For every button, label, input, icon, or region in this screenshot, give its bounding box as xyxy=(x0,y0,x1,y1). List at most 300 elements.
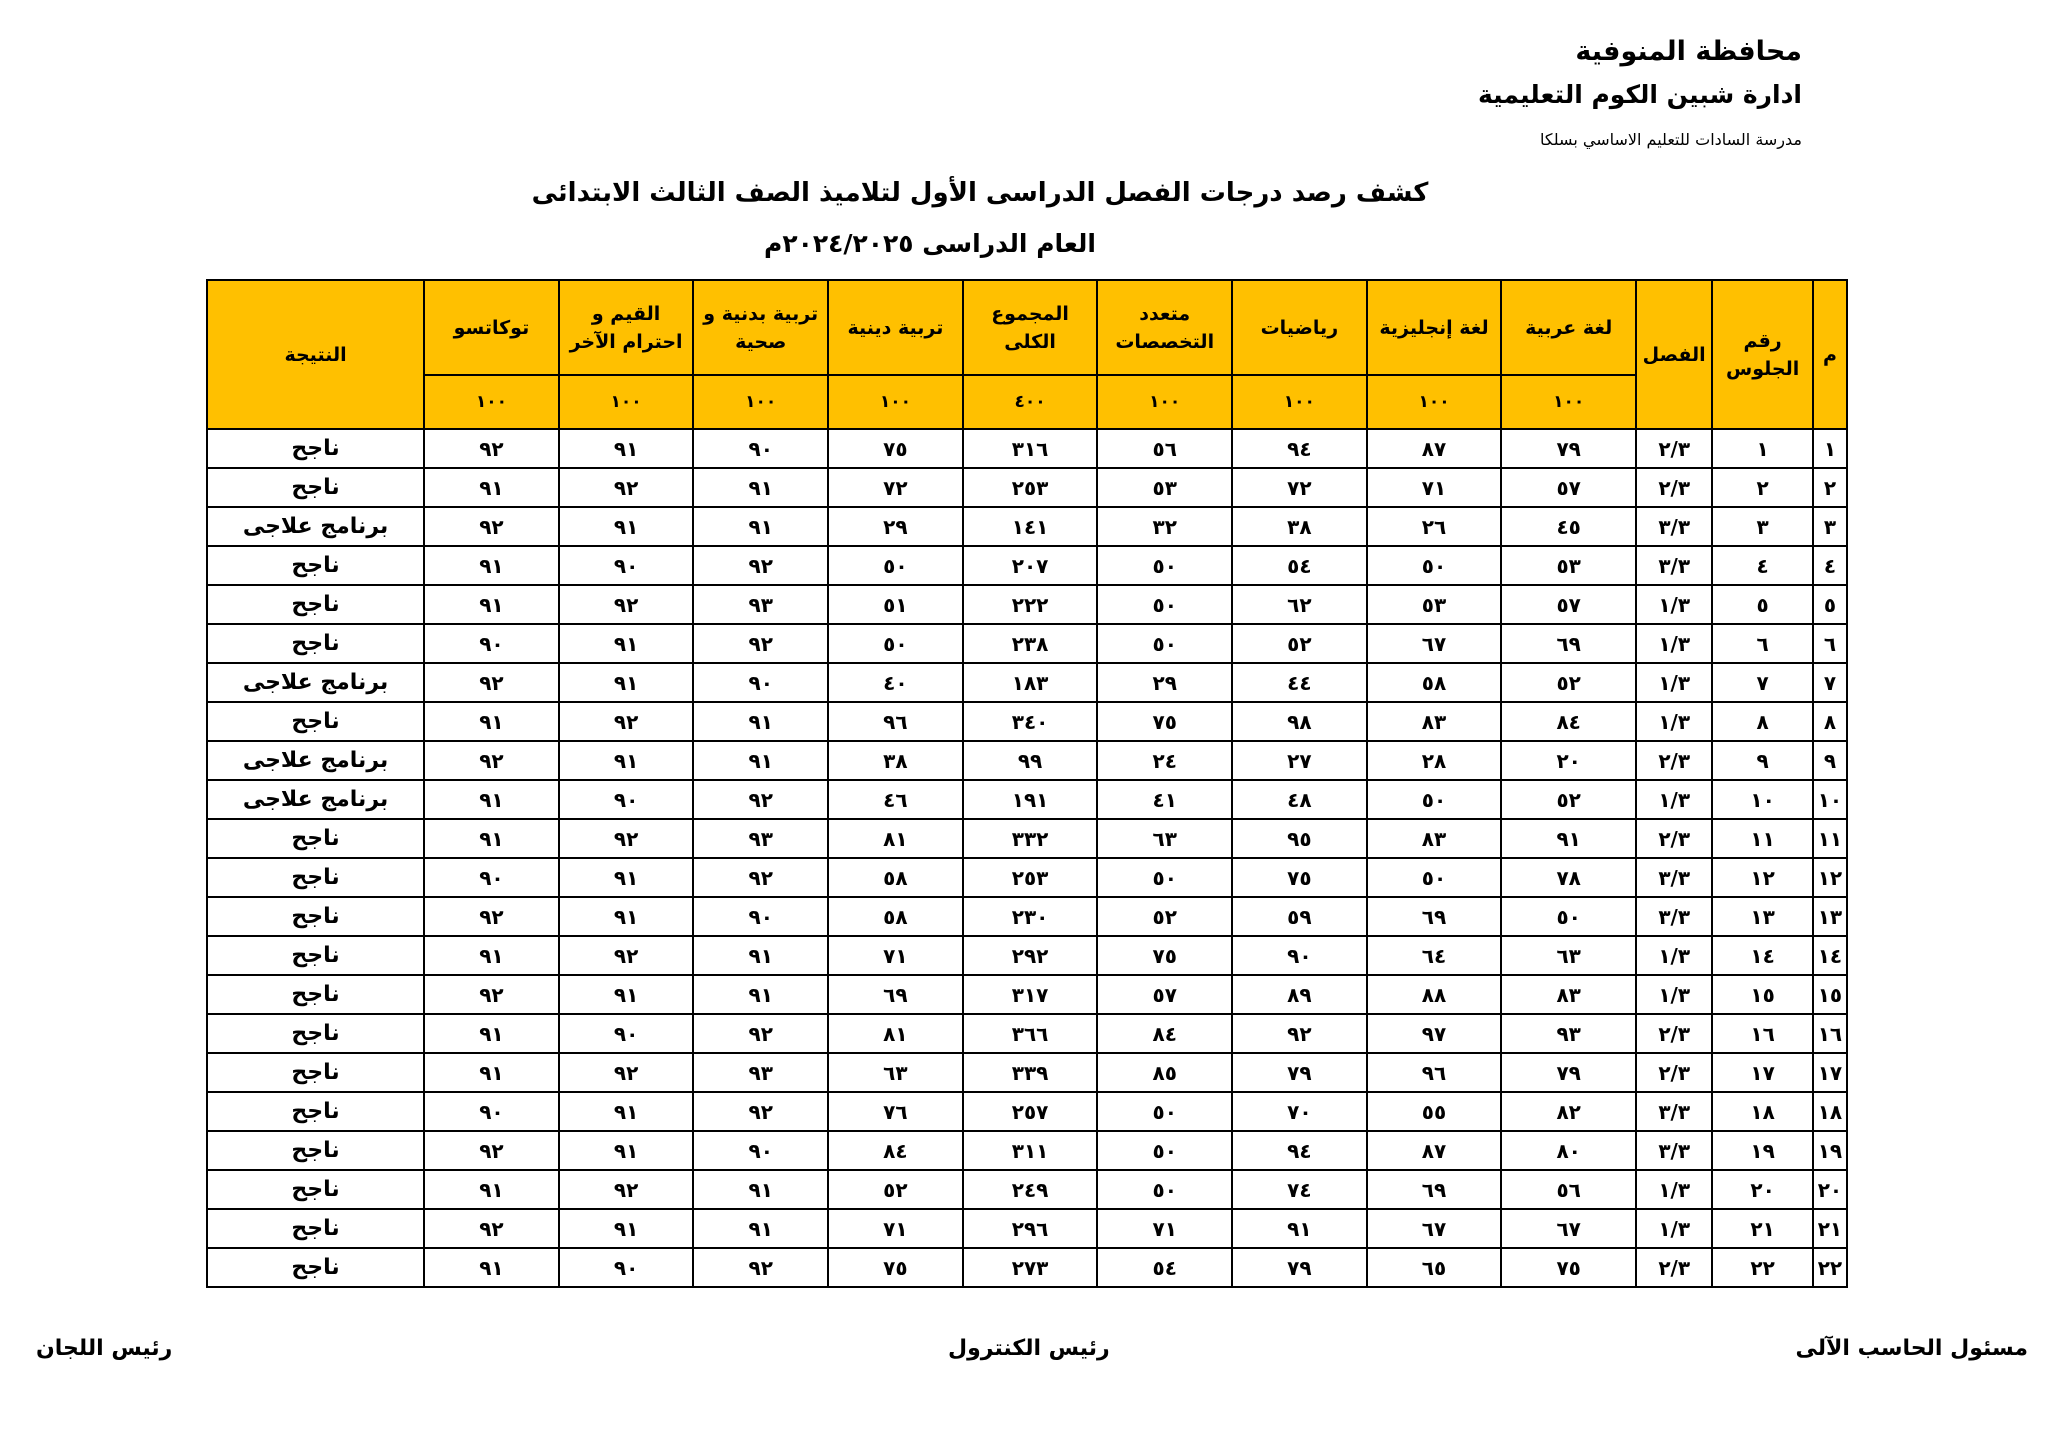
table-row xyxy=(207,702,1847,741)
cell-values: ٩١ xyxy=(559,1131,694,1170)
cell-toka: ٩١ xyxy=(424,1170,559,1209)
cell-index: ٢ xyxy=(1813,468,1847,507)
cell-pe: ٩٣ xyxy=(693,585,828,624)
cell-arabic: ٧٨ xyxy=(1501,858,1636,897)
cell-math: ٨٩ xyxy=(1232,975,1367,1014)
cell-math: ٩٤ xyxy=(1232,1131,1367,1170)
cell-arabic: ٤٥ xyxy=(1501,507,1636,546)
academic-year: العام الدراسى ٢٠٢٤/٢٠٢٥م xyxy=(764,229,1096,258)
cell-multi: ٥٠ xyxy=(1097,1131,1232,1170)
cell-pe: ٩٣ xyxy=(693,819,828,858)
cell-class: ١/٣ xyxy=(1636,936,1712,975)
cell-index: ٢٢ xyxy=(1813,1248,1847,1287)
cell-result: ناجح xyxy=(207,468,424,507)
cell-values: ٩١ xyxy=(559,429,694,468)
cell-english: ٦٩ xyxy=(1367,1170,1502,1209)
col-seat-header: رقم الجلوس xyxy=(1712,280,1812,429)
cell-class: ٢/٣ xyxy=(1636,429,1712,468)
cell-class: ٢/٣ xyxy=(1636,1014,1712,1053)
max-english: ١٠٠ xyxy=(1367,375,1502,429)
cell-math: ٩١ xyxy=(1232,1209,1367,1248)
table-row xyxy=(207,1092,1847,1131)
cell-arabic: ٩١ xyxy=(1501,819,1636,858)
cell-pe: ٩٠ xyxy=(693,1131,828,1170)
cell-religion: ٥٨ xyxy=(828,858,963,897)
col-result-header: النتيجة xyxy=(207,280,424,429)
col-religion-header: تربية دينية xyxy=(828,280,963,375)
cell-total: ٢٥٧ xyxy=(963,1092,1098,1131)
cell-religion: ٦٩ xyxy=(828,975,963,1014)
cell-english: ٦٤ xyxy=(1367,936,1502,975)
cell-result: ناجح xyxy=(207,1014,424,1053)
cell-class: ٢/٣ xyxy=(1636,741,1712,780)
cell-english: ٨٨ xyxy=(1367,975,1502,1014)
cell-arabic: ٧٩ xyxy=(1501,1053,1636,1092)
cell-pe: ٩٢ xyxy=(693,546,828,585)
table-row xyxy=(207,468,1847,507)
cell-total: ٢٩٦ xyxy=(963,1209,1098,1248)
cell-pe: ٩١ xyxy=(693,1170,828,1209)
col-math-header: رياضيات xyxy=(1232,280,1367,375)
cell-arabic: ٦٧ xyxy=(1501,1209,1636,1248)
cell-seat: ١٣ xyxy=(1712,897,1812,936)
cell-english: ٨٧ xyxy=(1367,429,1502,468)
cell-seat: ١٨ xyxy=(1712,1092,1812,1131)
cell-result: ناجح xyxy=(207,1131,424,1170)
table-row xyxy=(207,1170,1847,1209)
cell-toka: ٩١ xyxy=(424,702,559,741)
cell-index: ١٩ xyxy=(1813,1131,1847,1170)
cell-toka: ٩٢ xyxy=(424,975,559,1014)
cell-pe: ٩١ xyxy=(693,975,828,1014)
cell-total: ٣١٦ xyxy=(963,429,1098,468)
cell-toka: ٩٢ xyxy=(424,741,559,780)
col-english-header: لغة إنجليزية xyxy=(1367,280,1502,375)
cell-math: ٧٢ xyxy=(1232,468,1367,507)
cell-pe: ٩٢ xyxy=(693,624,828,663)
table-row xyxy=(207,1209,1847,1248)
cell-math: ٦٢ xyxy=(1232,585,1367,624)
table-row xyxy=(207,936,1847,975)
col-total-header: المجموع الكلى xyxy=(963,280,1098,375)
col-multi-header: متعدد التخصصات xyxy=(1097,280,1232,375)
cell-seat: ٥ xyxy=(1712,585,1812,624)
cell-total: ٣٦٦ xyxy=(963,1014,1098,1053)
cell-multi: ٨٥ xyxy=(1097,1053,1232,1092)
cell-result: ناجح xyxy=(207,1170,424,1209)
cell-class: ٣/٣ xyxy=(1636,1092,1712,1131)
table-row xyxy=(207,1053,1847,1092)
cell-english: ٥٨ xyxy=(1367,663,1502,702)
table-row xyxy=(207,819,1847,858)
cell-religion: ٥١ xyxy=(828,585,963,624)
cell-total: ٢٤٩ xyxy=(963,1170,1098,1209)
cell-index: ٣ xyxy=(1813,507,1847,546)
cell-english: ٦٥ xyxy=(1367,1248,1502,1287)
cell-arabic: ٨٤ xyxy=(1501,702,1636,741)
cell-multi: ٥٠ xyxy=(1097,1170,1232,1209)
cell-total: ١٤١ xyxy=(963,507,1098,546)
cell-total: ٢٠٧ xyxy=(963,546,1098,585)
cell-multi: ٣٢ xyxy=(1097,507,1232,546)
col-class-header: الفصل xyxy=(1636,280,1712,429)
cell-total: ٢٢٢ xyxy=(963,585,1098,624)
cell-toka: ٩١ xyxy=(424,819,559,858)
max-total: ٤٠٠ xyxy=(963,375,1098,429)
cell-arabic: ٦٩ xyxy=(1501,624,1636,663)
cell-math: ٧٩ xyxy=(1232,1053,1367,1092)
cell-seat: ٧ xyxy=(1712,663,1812,702)
cell-result: ناجح xyxy=(207,897,424,936)
cell-math: ٧٤ xyxy=(1232,1170,1367,1209)
cell-values: ٩٠ xyxy=(559,1248,694,1287)
cell-arabic: ٥٦ xyxy=(1501,1170,1636,1209)
cell-toka: ٩١ xyxy=(424,585,559,624)
cell-index: ٢١ xyxy=(1813,1209,1847,1248)
cell-math: ٩٨ xyxy=(1232,702,1367,741)
cell-math: ٧٥ xyxy=(1232,858,1367,897)
cell-values: ٩٠ xyxy=(559,546,694,585)
cell-values: ٩١ xyxy=(559,663,694,702)
cell-english: ٨٧ xyxy=(1367,1131,1502,1170)
cell-class: ٣/٣ xyxy=(1636,546,1712,585)
cell-class: ٣/٣ xyxy=(1636,897,1712,936)
cell-toka: ٩٢ xyxy=(424,1209,559,1248)
cell-class: ١/٣ xyxy=(1636,1170,1712,1209)
cell-total: ٣١١ xyxy=(963,1131,1098,1170)
max-multi: ١٠٠ xyxy=(1097,375,1232,429)
cell-pe: ٩١ xyxy=(693,1209,828,1248)
cell-total: ٣٣٩ xyxy=(963,1053,1098,1092)
col-arabic-header: لغة عربية xyxy=(1501,280,1636,375)
cell-multi: ٥٧ xyxy=(1097,975,1232,1014)
cell-values: ٩٠ xyxy=(559,780,694,819)
cell-religion: ٧١ xyxy=(828,936,963,975)
cell-index: ٩ xyxy=(1813,741,1847,780)
cell-seat: ١٠ xyxy=(1712,780,1812,819)
cell-total: ٣٣٢ xyxy=(963,819,1098,858)
cell-index: ١ xyxy=(1813,429,1847,468)
cell-result: ناجح xyxy=(207,546,424,585)
cell-index: ١٦ xyxy=(1813,1014,1847,1053)
cell-toka: ٩٠ xyxy=(424,858,559,897)
cell-seat: ١٥ xyxy=(1712,975,1812,1014)
cell-index: ١٥ xyxy=(1813,975,1847,1014)
cell-seat: ٤ xyxy=(1712,546,1812,585)
cell-math: ٧٠ xyxy=(1232,1092,1367,1131)
administration-name: ادارة شبين الكوم التعليمية xyxy=(1477,80,1802,109)
cell-english: ٢٨ xyxy=(1367,741,1502,780)
cell-religion: ٩٦ xyxy=(828,702,963,741)
cell-total: ٢٣٠ xyxy=(963,897,1098,936)
cell-index: ٤ xyxy=(1813,546,1847,585)
cell-religion: ٤٠ xyxy=(828,663,963,702)
cell-toka: ٩٢ xyxy=(424,507,559,546)
cell-english: ٦٧ xyxy=(1367,1209,1502,1248)
cell-multi: ٦٣ xyxy=(1097,819,1232,858)
cell-class: ٣/٣ xyxy=(1636,858,1712,897)
cell-index: ٥ xyxy=(1813,585,1847,624)
cell-multi: ٥٢ xyxy=(1097,897,1232,936)
cell-pe: ٩٢ xyxy=(693,1014,828,1053)
cell-class: ٣/٣ xyxy=(1636,507,1712,546)
cell-pe: ٩١ xyxy=(693,702,828,741)
cell-result: ناجح xyxy=(207,1248,424,1287)
cell-index: ١٤ xyxy=(1813,936,1847,975)
cell-toka: ٩٠ xyxy=(424,1092,559,1131)
cell-math: ٩٢ xyxy=(1232,1014,1367,1053)
table-row xyxy=(207,975,1847,1014)
cell-religion: ٦٣ xyxy=(828,1053,963,1092)
cell-values: ٩١ xyxy=(559,975,694,1014)
cell-math: ٩٥ xyxy=(1232,819,1367,858)
cell-multi: ٨٤ xyxy=(1097,1014,1232,1053)
cell-seat: ١٦ xyxy=(1712,1014,1812,1053)
cell-multi: ٥٠ xyxy=(1097,585,1232,624)
table-row xyxy=(207,741,1847,780)
cell-seat: ٣ xyxy=(1712,507,1812,546)
table-row xyxy=(207,585,1847,624)
cell-values: ٩١ xyxy=(559,897,694,936)
table-row xyxy=(207,1248,1847,1287)
cell-values: ٩٢ xyxy=(559,468,694,507)
report-title: كشف رصد درجات الفصل الدراسى الأول لتلاميذ الصف الثالث الابتدائى xyxy=(531,178,1429,208)
cell-toka: ٩٢ xyxy=(424,663,559,702)
cell-result: ناجح xyxy=(207,624,424,663)
cell-class: ٣/٣ xyxy=(1636,1131,1712,1170)
cell-religion: ٢٩ xyxy=(828,507,963,546)
cell-math: ٥٩ xyxy=(1232,897,1367,936)
cell-values: ٩٢ xyxy=(559,1170,694,1209)
cell-seat: ١٩ xyxy=(1712,1131,1812,1170)
cell-class: ٢/٣ xyxy=(1636,819,1712,858)
cell-seat: ٨ xyxy=(1712,702,1812,741)
cell-religion: ٤٦ xyxy=(828,780,963,819)
cell-english: ٩٦ xyxy=(1367,1053,1502,1092)
cell-seat: ٢٢ xyxy=(1712,1248,1812,1287)
cell-result: ناجح xyxy=(207,585,424,624)
cell-class: ١/٣ xyxy=(1636,702,1712,741)
cell-toka: ٩١ xyxy=(424,468,559,507)
cell-class: ١/٣ xyxy=(1636,1209,1712,1248)
cell-index: ٨ xyxy=(1813,702,1847,741)
cell-values: ٩٢ xyxy=(559,819,694,858)
table-row xyxy=(207,1014,1847,1053)
cell-seat: ١٤ xyxy=(1712,936,1812,975)
header-row xyxy=(207,280,1847,375)
cell-result: ناجح xyxy=(207,936,424,975)
cell-seat: ١١ xyxy=(1712,819,1812,858)
cell-values: ٩٢ xyxy=(559,585,694,624)
cell-religion: ٨١ xyxy=(828,819,963,858)
control-head-signature: رئيس الكنترول xyxy=(948,1336,1110,1361)
cell-total: ٣١٧ xyxy=(963,975,1098,1014)
max-arabic: ١٠٠ xyxy=(1501,375,1636,429)
cell-pe: ٩٢ xyxy=(693,858,828,897)
cell-result: ناجح xyxy=(207,975,424,1014)
cell-pe: ٩٢ xyxy=(693,1092,828,1131)
cell-toka: ٩٠ xyxy=(424,624,559,663)
cell-total: ٣٤٠ xyxy=(963,702,1098,741)
cell-math: ٩٤ xyxy=(1232,429,1367,468)
cell-toka: ٩١ xyxy=(424,1053,559,1092)
computer-officer-signature: مسئول الحاسب الآلى xyxy=(1795,1336,2028,1361)
cell-english: ٨٣ xyxy=(1367,819,1502,858)
cell-class: ٢/٣ xyxy=(1636,468,1712,507)
cell-multi: ٧٥ xyxy=(1097,936,1232,975)
cell-toka: ٩١ xyxy=(424,1248,559,1287)
col-values-header: القيم و احترام الآخر xyxy=(559,280,694,375)
cell-english: ٢٦ xyxy=(1367,507,1502,546)
cell-multi: ٥٦ xyxy=(1097,429,1232,468)
table-row xyxy=(207,858,1847,897)
cell-arabic: ٥٧ xyxy=(1501,468,1636,507)
cell-english: ٥٠ xyxy=(1367,858,1502,897)
cell-multi: ٥٠ xyxy=(1097,1092,1232,1131)
cell-result: ناجح xyxy=(207,858,424,897)
cell-math: ٤٤ xyxy=(1232,663,1367,702)
cell-religion: ٧٢ xyxy=(828,468,963,507)
max-pe: ١٠٠ xyxy=(693,375,828,429)
cell-arabic: ٥٠ xyxy=(1501,897,1636,936)
cell-values: ٩١ xyxy=(559,741,694,780)
cell-result: برنامج علاجى xyxy=(207,663,424,702)
cell-multi: ٢٤ xyxy=(1097,741,1232,780)
max-religion: ١٠٠ xyxy=(828,375,963,429)
cell-english: ٥٥ xyxy=(1367,1092,1502,1131)
cell-pe: ٩١ xyxy=(693,468,828,507)
cell-multi: ٧٥ xyxy=(1097,702,1232,741)
cell-result: برنامج علاجى xyxy=(207,507,424,546)
cell-english: ٨٣ xyxy=(1367,702,1502,741)
cell-pe: ٩١ xyxy=(693,936,828,975)
cell-english: ٧١ xyxy=(1367,468,1502,507)
cell-total: ٢٥٣ xyxy=(963,468,1098,507)
cell-arabic: ٨٠ xyxy=(1501,1131,1636,1170)
table-row xyxy=(207,429,1847,468)
cell-religion: ٣٨ xyxy=(828,741,963,780)
cell-seat: ٦ xyxy=(1712,624,1812,663)
cell-toka: ٩١ xyxy=(424,936,559,975)
cell-multi: ٤١ xyxy=(1097,780,1232,819)
cell-pe: ٩٠ xyxy=(693,663,828,702)
cell-pe: ٩٠ xyxy=(693,429,828,468)
col-index-header: م xyxy=(1813,280,1847,429)
cell-arabic: ٥٧ xyxy=(1501,585,1636,624)
cell-index: ١٠ xyxy=(1813,780,1847,819)
cell-class: ١/٣ xyxy=(1636,585,1712,624)
cell-pe: ٩٢ xyxy=(693,780,828,819)
cell-total: ٢٥٣ xyxy=(963,858,1098,897)
cell-result: ناجح xyxy=(207,429,424,468)
max-values: ١٠٠ xyxy=(559,375,694,429)
cell-religion: ٧١ xyxy=(828,1209,963,1248)
cell-math: ٩٠ xyxy=(1232,936,1367,975)
table-row xyxy=(207,507,1847,546)
cell-values: ٩٢ xyxy=(559,936,694,975)
cell-class: ١/٣ xyxy=(1636,624,1712,663)
cell-multi: ٥٠ xyxy=(1097,624,1232,663)
cell-result: ناجح xyxy=(207,702,424,741)
cell-index: ١٨ xyxy=(1813,1092,1847,1131)
cell-values: ٩٢ xyxy=(559,702,694,741)
cell-total: ٢٣٨ xyxy=(963,624,1098,663)
cell-arabic: ٧٥ xyxy=(1501,1248,1636,1287)
cell-result: برنامج علاجى xyxy=(207,780,424,819)
cell-total: ٩٩ xyxy=(963,741,1098,780)
cell-index: ١٢ xyxy=(1813,858,1847,897)
cell-toka: ٩١ xyxy=(424,780,559,819)
cell-seat: ١٢ xyxy=(1712,858,1812,897)
cell-seat: ١٧ xyxy=(1712,1053,1812,1092)
cell-multi: ٥٣ xyxy=(1097,468,1232,507)
cell-multi: ٥٠ xyxy=(1097,546,1232,585)
cell-arabic: ٢٠ xyxy=(1501,741,1636,780)
cell-multi: ٧١ xyxy=(1097,1209,1232,1248)
cell-seat: ٢ xyxy=(1712,468,1812,507)
cell-toka: ٩١ xyxy=(424,1014,559,1053)
cell-total: ٢٧٣ xyxy=(963,1248,1098,1287)
cell-math: ٥٤ xyxy=(1232,546,1367,585)
table-row xyxy=(207,663,1847,702)
max-toka: ١٠٠ xyxy=(424,375,559,429)
table-row xyxy=(207,780,1847,819)
cell-class: ٢/٣ xyxy=(1636,1053,1712,1092)
cell-index: ٢٠ xyxy=(1813,1170,1847,1209)
cell-toka: ٩٢ xyxy=(424,1131,559,1170)
cell-english: ٥٣ xyxy=(1367,585,1502,624)
cell-values: ٩١ xyxy=(559,1092,694,1131)
cell-multi: ٥٤ xyxy=(1097,1248,1232,1287)
cell-religion: ٧٥ xyxy=(828,429,963,468)
cell-values: ٩١ xyxy=(559,858,694,897)
max-marks-row xyxy=(207,375,1847,429)
cell-math: ٣٨ xyxy=(1232,507,1367,546)
cell-religion: ٧٥ xyxy=(828,1248,963,1287)
cell-arabic: ٨٢ xyxy=(1501,1092,1636,1131)
cell-index: ١٣ xyxy=(1813,897,1847,936)
cell-index: ١١ xyxy=(1813,819,1847,858)
table-row xyxy=(207,624,1847,663)
cell-total: ٢٩٢ xyxy=(963,936,1098,975)
cell-result: ناجح xyxy=(207,1209,424,1248)
cell-toka: ٩٢ xyxy=(424,897,559,936)
cell-math: ٢٧ xyxy=(1232,741,1367,780)
cell-values: ٩١ xyxy=(559,507,694,546)
cell-seat: ٢٠ xyxy=(1712,1170,1812,1209)
cell-religion: ٥٠ xyxy=(828,624,963,663)
cell-english: ٥٠ xyxy=(1367,546,1502,585)
cell-result: ناجح xyxy=(207,1092,424,1131)
governorate-name: محافظة المنوفية xyxy=(1575,36,1802,67)
cell-class: ١/٣ xyxy=(1636,780,1712,819)
cell-math: ٤٨ xyxy=(1232,780,1367,819)
cell-pe: ٩٠ xyxy=(693,897,828,936)
cell-english: ٦٧ xyxy=(1367,624,1502,663)
cell-total: ١٩١ xyxy=(963,780,1098,819)
cell-arabic: ٥٣ xyxy=(1501,546,1636,585)
max-math: ١٠٠ xyxy=(1232,375,1367,429)
cell-class: ٢/٣ xyxy=(1636,1248,1712,1287)
col-pe-header: تربية بدنية و صحية xyxy=(693,280,828,375)
cell-arabic: ٧٩ xyxy=(1501,429,1636,468)
cell-seat: ١ xyxy=(1712,429,1812,468)
cell-values: ٩٠ xyxy=(559,1014,694,1053)
cell-math: ٧٩ xyxy=(1232,1248,1367,1287)
cell-religion: ٥٢ xyxy=(828,1170,963,1209)
cell-values: ٩٢ xyxy=(559,1053,694,1092)
cell-multi: ٥٠ xyxy=(1097,858,1232,897)
